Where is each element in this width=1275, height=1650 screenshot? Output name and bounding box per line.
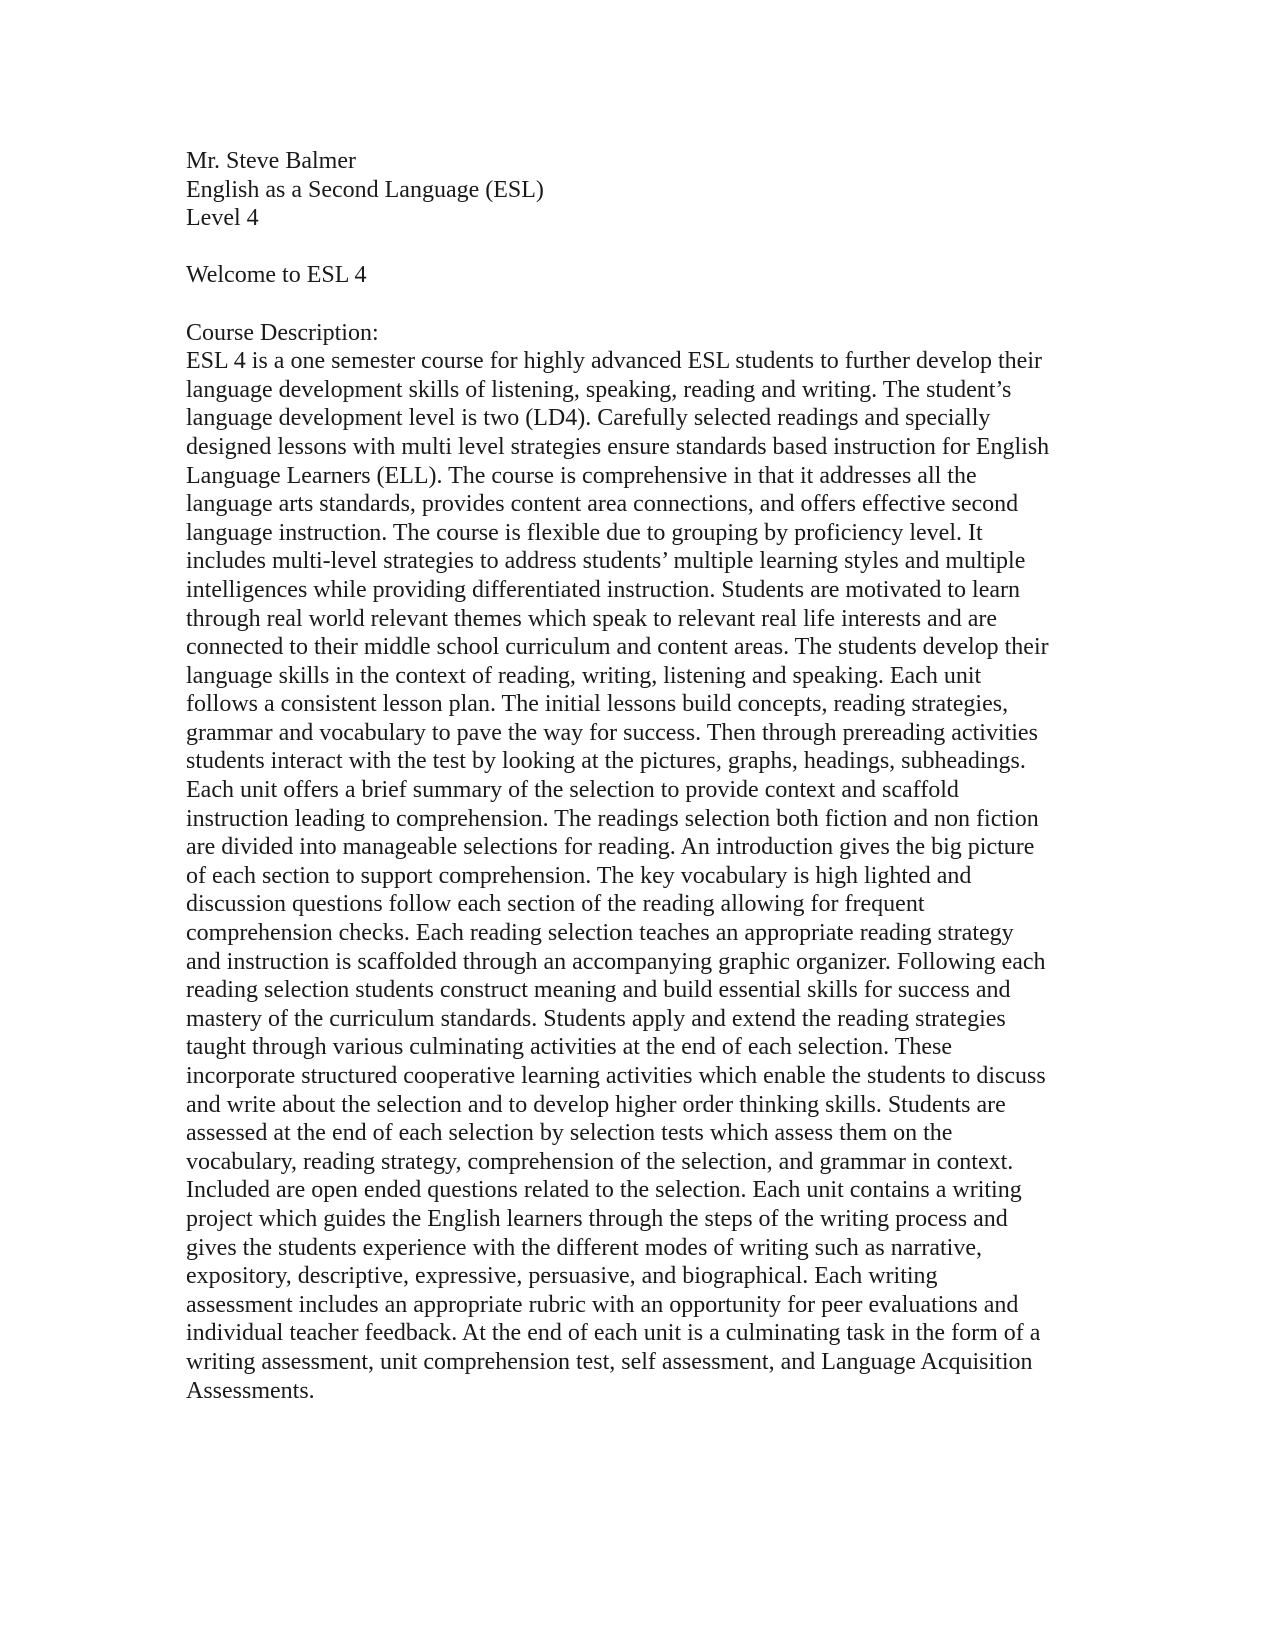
paragraph-line: mastery of the curriculum standards. Students apply and extend the reading strategies bbox=[186, 1005, 1006, 1032]
paragraph-line: Each unit offers a brief summary of the selection to provide context and scaffold bbox=[186, 777, 959, 804]
paragraph-line: gives the students experience with the different modes of writing such as narrative, bbox=[186, 1234, 982, 1261]
paragraph-line: ESL 4 is a one semester course for highly advanced ESL students to further develop their bbox=[186, 348, 1042, 375]
paragraph-line: are divided into manageable selections for reading. An introduction gives the big picture bbox=[186, 834, 1035, 861]
paragraph-line: and write about the selection and to develop higher order thinking skills. Students are bbox=[186, 1091, 1006, 1118]
paragraph-line: language arts standards, provides content area connections, and offers effective second bbox=[186, 491, 1019, 518]
paragraph-line: follows a consistent lesson plan. The initial lessons build concepts, reading strategies, bbox=[186, 691, 1009, 718]
course-level: Level 4 bbox=[186, 205, 259, 232]
paragraph-line: intelligences while providing differentiated instruction. Students are motivated to learn bbox=[186, 576, 1020, 603]
paragraph-line: grammar and vocabulary to pave the way for success. Then through prereading activities bbox=[186, 719, 1038, 746]
paragraph-line: Language Learners (ELL). The course is comprehensive in that it addresses all the bbox=[186, 462, 977, 489]
paragraph-line: Assessments. bbox=[186, 1377, 315, 1404]
paragraph-line: designed lessons with multi level strategies ensure standards based instruction for English bbox=[186, 433, 1050, 460]
welcome-heading: Welcome to ESL 4 bbox=[186, 262, 367, 289]
paragraph-line: project which guides the English learners through the steps of the writing process and bbox=[186, 1205, 1008, 1232]
paragraph-line: connected to their middle school curriculum and content areas. The students develop their bbox=[186, 634, 1049, 661]
description-paragraph bbox=[186, 347, 1086, 1405]
paragraph-line: includes multi-level strategies to address students’ multiple learning styles and multiple bbox=[186, 548, 1026, 575]
paragraph-line: taught through various culminating activities at the end of each selection. These bbox=[186, 1034, 952, 1061]
document-content bbox=[186, 147, 1086, 1405]
course-name: English as a Second Language (ESL) bbox=[186, 176, 544, 203]
paragraph-line: through real world relevant themes which speak to relevant real life interests and are bbox=[186, 605, 998, 632]
paragraph-line: comprehension checks. Each reading selection teaches an appropriate reading strategy bbox=[186, 920, 1014, 947]
paragraph-line: vocabulary, reading strategy, comprehension of the selection, and grammar in context. bbox=[186, 1148, 1014, 1175]
description-heading: Course Description: bbox=[186, 319, 379, 346]
paragraph-line: language development skills of listening, speaking, reading and writing. The student’s bbox=[186, 376, 1012, 403]
teacher-name: Mr. Steve Balmer bbox=[186, 148, 356, 174]
spacer bbox=[186, 233, 1086, 262]
paragraph-line: incorporate structured cooperative learning activities which enable the students to discuss bbox=[186, 1063, 1046, 1089]
paragraph-line: expository, descriptive, expressive, persuasive, and biographical. Each writing bbox=[186, 1263, 938, 1290]
paragraph-line: of each section to support comprehension. The key vocabulary is high lighted and bbox=[186, 862, 972, 889]
paragraph-line: language development level is two (LD4). Carefully selected readings and specially bbox=[186, 405, 991, 432]
paragraph-line: reading selection students construct meaning and build essential skills for success and bbox=[186, 977, 1011, 1004]
paragraph-line: language instruction. The course is flexible due to grouping by proficiency level. It bbox=[186, 519, 983, 546]
paragraph-line: students interact with the test by looking at the pictures, graphs, headings, subheadings. bbox=[186, 748, 1026, 775]
paragraph-line: individual teacher feedback. At the end of each unit is a culminating task in the form of a bbox=[186, 1320, 1041, 1347]
paragraph-line: writing assessment, unit comprehension test, self assessment, and Language Acquisition bbox=[186, 1348, 1033, 1375]
spacer bbox=[186, 290, 1086, 319]
paragraph-line: language skills in the context of reading, writing, listening and speaking. Each unit bbox=[186, 662, 982, 689]
paragraph-line: instruction leading to comprehension. The readings selection both fiction and non fiction bbox=[186, 805, 1039, 832]
paragraph-line: assessment includes an appropriate rubric with an opportunity for peer evaluations and bbox=[186, 1291, 1019, 1318]
paragraph-line: assessed at the end of each selection by selection tests which assess them on the bbox=[186, 1120, 953, 1147]
paragraph-line: discussion questions follow each section of the reading allowing for frequent bbox=[186, 891, 925, 918]
paragraph-line: Included are open ended questions related to the selection. Each unit contains a writing bbox=[186, 1177, 1022, 1204]
header-block bbox=[186, 147, 1086, 233]
paragraph-line: and instruction is scaffolded through an accompanying graphic organizer. Following each bbox=[186, 948, 1046, 975]
